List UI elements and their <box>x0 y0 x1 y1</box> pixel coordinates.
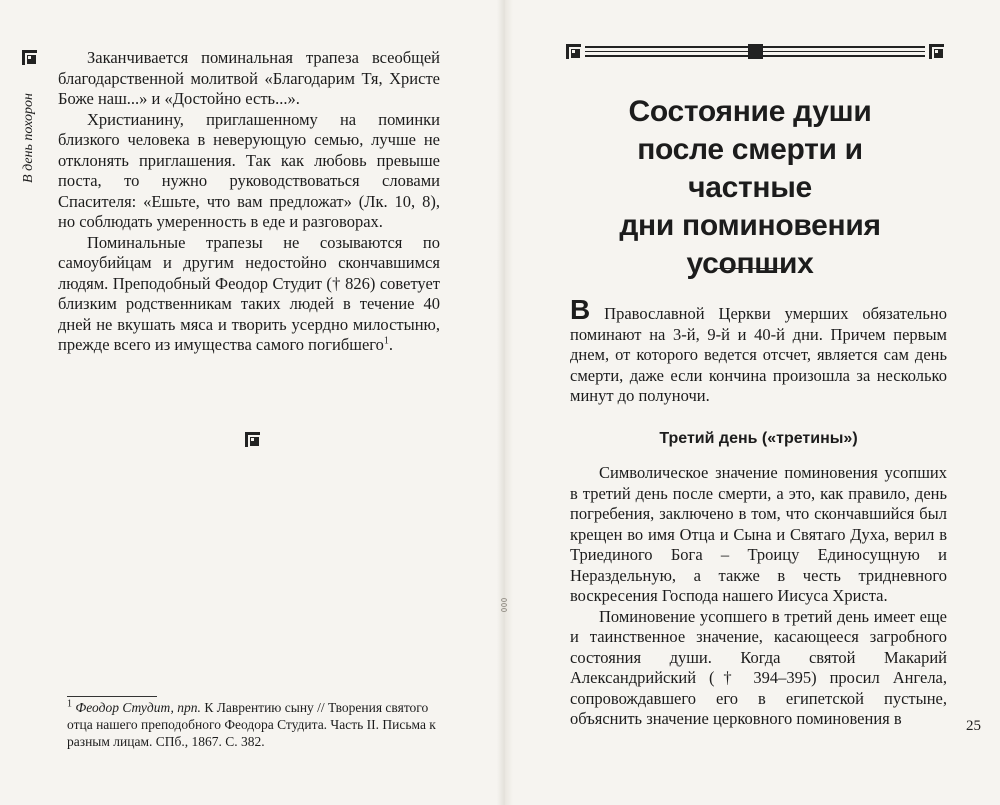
left-paragraph-1: Заканчивается поминальная трапеза всеобщей благодарственной молитвой «Благодарим Тя, Христе Боже наш...» и «Достойно есть...». <box>58 48 440 108</box>
right-paragraph-1: Символическое значение поминовения усопших в третий день после смерти, а это, как правило, день погребения, заключено в том, что скончавшийся был крещен во имя Отца и Сына и Святаго Духа, верил в Триединого Бога – Троицу Единосущную и Нераздельную, а также в честь тридневного воскресения Господа нашего Иисуса Христа. <box>570 463 947 605</box>
header-ornament-bar <box>566 43 944 60</box>
section-heading: Третий день («третины») <box>659 429 858 447</box>
section-end-ornament-icon <box>245 432 260 447</box>
ornament-icon <box>929 44 944 59</box>
intro-paragraph: В Православной Церкви умерших обязательно поминают на 3-й, 9-й и 40-й дни. Причем первым днем, от которого ведется отсчет, является сам день смерти, даже если кончина произошла за несколько минут до полуночи. <box>570 294 947 405</box>
running-head: В день похорон <box>21 93 36 183</box>
ornament-icon <box>566 44 581 59</box>
ornament-icon <box>22 50 37 65</box>
page-number: 25 <box>966 718 981 734</box>
right-paragraph-2: Поминовение усопшего в третий день имеет еще и таинственное значение, касающееся загробного состояния души. Когда святой Макарий Александрийский († 394–395) просил Ангела, сопровождавшего его в египетской пустыне, объяснить значение церковного поминовения в <box>570 606 947 728</box>
footnote-divider <box>67 696 157 697</box>
left-paragraph-3: Поминальные трапезы не созываются по самоубийцам и другим недостойно скончавшимся людям. Преподобный Феодор Студит († 826) советует близким родственникам таких людей в течение 40 дней не вкушать мяса и творить усердно милостыню, прежде всего из имущества самого погибшего$^1$. <box>58 232 440 354</box>
chapter-title: Состояние души после смерти и частные дни поминовения усопших <box>619 95 881 280</box>
ornament-center-block <box>748 44 763 59</box>
drop-cap: В <box>570 294 591 325</box>
footnote-text: К Лаврентию сыну // Творения святого отца нашего преподобного Феодора Студита. Часть II. Письма к разным лицам. СПб., 1867. С. 382. <box>67 700 436 749</box>
title-divider <box>717 268 788 269</box>
binding-stitch <box>497 597 511 613</box>
left-page-body <box>58 48 440 356</box>
footnote-reference: 1 <box>383 335 389 347</box>
footnote-author: Феодор Студит, прп. <box>75 700 201 715</box>
footnote: $^1$ Феодор Студит, прп. К Лаврентию сыну // Творения святого отца нашего преподобного Феодора Студита. Часть II. Письма к разным лицам. СПб., 1867. С. 382. <box>67 698 436 749</box>
left-paragraph-2: Христианину, приглашенному на поминки близкого человека в неверующую семью, лучше не отклонять приглашения. Так как любовь превыше поста, то нужно руководствоваться словами Спасителя: «Ешьте, что вам предложат» (Лк. 10, 8), но соблюдать умеренность в еде и разговорах. <box>58 109 440 231</box>
gutter <box>497 0 513 805</box>
right-page-body <box>570 294 947 730</box>
